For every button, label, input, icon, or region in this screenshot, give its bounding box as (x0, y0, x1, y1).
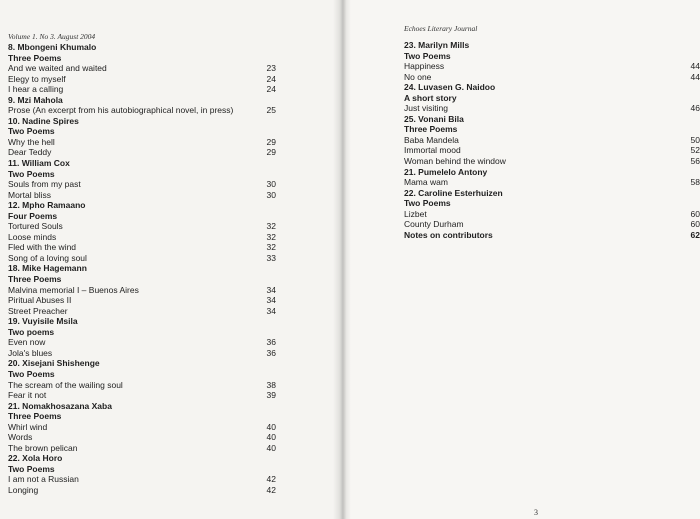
toc-item-row (404, 209, 700, 220)
toc-page-number: 25 (266, 105, 276, 116)
toc-author-row (404, 114, 700, 125)
toc-item-text: Lizbet (404, 208, 427, 219)
toc-author-row (8, 158, 276, 169)
toc-item-row (8, 84, 276, 95)
toc-item-text: Fled with the wind (8, 242, 77, 253)
toc-author-row (8, 358, 276, 369)
toc-item-text: Jola's blues (8, 347, 53, 358)
toc-item-text: No one (404, 71, 432, 82)
toc-page-number: 42 (266, 474, 276, 485)
toc-author-text: 24. Luvasen G. Naidoo (404, 82, 496, 93)
toc-author-text: 22. Xola Horo (8, 453, 63, 464)
toc-page-number: 52 (690, 145, 700, 156)
toc-item-row (8, 190, 276, 201)
toc-page-number: 32 (266, 231, 276, 242)
toc-author-row (404, 188, 700, 199)
toc-page-number: 40 (266, 442, 276, 453)
toc-section-row (8, 126, 276, 137)
toc-author-text: 18. Mike Hagemann (8, 263, 87, 274)
toc-section-row (8, 274, 276, 285)
toc-item-text: Mortal bliss (8, 189, 51, 200)
toc-item-row (8, 295, 276, 306)
toc-author-text: 10. Nadine Spires (8, 115, 79, 126)
toc-page-number: 23 (266, 63, 276, 74)
toc-page-number: 29 (266, 147, 276, 158)
toc-page-number: 33 (266, 252, 276, 263)
toc-page-number: 34 (266, 295, 276, 306)
toc-page-number: 38 (266, 379, 276, 390)
toc-item-text: Fear it not (8, 390, 47, 401)
toc-item-row (8, 443, 276, 454)
left-page (0, 0, 340, 519)
toc-section-text: Two Poems (404, 198, 451, 209)
toc-section-row (404, 124, 700, 135)
toc-section-text: Three Poems (404, 124, 458, 135)
toc-author-row (8, 263, 276, 274)
toc-author-text: 8. Mbongeni Khumalo (8, 42, 97, 52)
toc-author-row (8, 453, 276, 464)
toc-item-row (8, 253, 276, 264)
toc-item-text: Malvina memorial I – Buenos Aires (8, 284, 139, 295)
toc-author-row (404, 82, 700, 93)
toc-item-row (8, 474, 276, 485)
toc-item-text: County Durham (404, 219, 464, 230)
toc-author-row (8, 316, 276, 327)
toc-section-row (8, 211, 276, 222)
toc-item-row (8, 242, 276, 253)
page-number: 3 (534, 508, 538, 517)
toc-page-number: 36 (266, 347, 276, 358)
table-of-contents-right (404, 40, 700, 240)
toc-item-text: Elegy to myself (8, 73, 66, 84)
toc-author-row (8, 95, 276, 106)
toc-item-row (8, 147, 276, 158)
toc-section-text: Two Poems (8, 368, 55, 379)
toc-item-row (8, 306, 276, 317)
toc-section-row (404, 93, 700, 104)
toc-item-row (404, 177, 700, 188)
toc-item-row (404, 219, 700, 230)
toc-section-row (8, 53, 276, 64)
toc-author-text: 19. Vuyisile Msila (8, 316, 78, 327)
toc-item-text: Even now (8, 337, 46, 348)
toc-author-text: 22. Caroline Esterhuizen (404, 187, 503, 198)
toc-section-row (8, 411, 276, 422)
toc-page-number: 39 (266, 390, 276, 401)
toc-item-text: The scream of the wailing soul (8, 379, 123, 390)
toc-item-row (8, 485, 276, 496)
toc-author-text: 12. Mpho Ramaano (8, 200, 86, 211)
toc-item-text: Prose (An excerpt from his autobiographical novel, in press) (8, 105, 234, 116)
toc-item-text: The brown pelican (8, 442, 78, 453)
toc-item-text: Why the hell (8, 136, 55, 147)
toc-section-text: Three Poems (8, 52, 62, 63)
toc-page-number: 50 (690, 134, 700, 145)
toc-item-row (8, 232, 276, 243)
toc-page-number: 24 (266, 84, 276, 95)
toc-section-text: Two Poems (8, 126, 55, 137)
toc-section-text: Two Poems (404, 50, 451, 61)
toc-item-row (404, 72, 700, 83)
toc-section-text: Three Poems (8, 274, 62, 285)
toc-item-text: Whirl wind (8, 421, 48, 432)
toc-item-row (8, 105, 276, 116)
toc-page-number: 40 (266, 432, 276, 443)
toc-item-row (404, 156, 700, 167)
toc-author-text: 21. Pumelelo Antony (404, 166, 488, 177)
toc-author-row (404, 167, 700, 178)
toc-page-number: 60 (690, 219, 700, 230)
toc-page-number: 40 (266, 421, 276, 432)
toc-item-row (8, 179, 276, 190)
toc-item-text: Souls from my past (8, 179, 81, 190)
toc-notes-text: Notes on contributors (404, 229, 493, 240)
toc-item-text: I am not a Russian (8, 474, 79, 485)
toc-page-number: 42 (266, 484, 276, 495)
toc-item-row (8, 63, 276, 74)
toc-item-row (8, 390, 276, 401)
toc-author-text: 9. Mzi Mahola (8, 94, 63, 105)
toc-author-text: 23. Marilyn Mills (404, 40, 470, 50)
toc-item-row (8, 137, 276, 148)
toc-item-text: Mama wam (404, 177, 448, 188)
toc-author-text: 20. Xisejani Shishenge (8, 358, 100, 369)
toc-item-text: I hear a calling (8, 84, 64, 95)
toc-item-text: Just visiting (404, 103, 448, 114)
toc-item-text: Longing (8, 484, 39, 495)
book-gutter (333, 0, 351, 519)
toc-page-number: 24 (266, 73, 276, 84)
toc-section-row (8, 464, 276, 475)
toc-page-number: 34 (266, 305, 276, 316)
toc-item-row (404, 103, 700, 114)
toc-item-text: And we waited and waited (8, 63, 107, 74)
toc-page-number: 56 (690, 156, 700, 167)
toc-item-row (8, 337, 276, 348)
toc-item-row (8, 221, 276, 232)
toc-section-row (404, 51, 700, 62)
toc-item-row (8, 348, 276, 359)
toc-page-number: 34 (266, 284, 276, 295)
toc-page-number: 30 (266, 179, 276, 190)
toc-page-number: 36 (266, 337, 276, 348)
toc-author-row (8, 116, 276, 127)
toc-author-row (8, 200, 276, 211)
table-of-contents-left (8, 42, 276, 496)
toc-item-text: Song of a loving soul (8, 252, 87, 263)
running-head-volume: Volume 1. No 3. August 2004 (8, 32, 96, 41)
toc-item-text: Loose minds (8, 231, 57, 242)
toc-section-row (8, 169, 276, 180)
toc-page-number: 29 (266, 136, 276, 147)
toc-author-text: 11. William Cox (8, 158, 70, 169)
toc-page-number: 60 (690, 208, 700, 219)
toc-page-number: 44 (690, 61, 700, 72)
toc-section-text: Two Poems (8, 168, 55, 179)
running-head-journal: Echoes Literary Journal (404, 24, 478, 33)
toc-author-row (404, 40, 700, 51)
toc-author-text: 21. Nomakhosazana Xaba (8, 400, 112, 411)
toc-item-text: Street Preacher (8, 305, 68, 316)
toc-section-text: Three Poems (8, 411, 62, 422)
toc-section-row (404, 198, 700, 209)
toc-page-number: 46 (690, 103, 700, 114)
toc-item-text: Dear Teddy (8, 147, 52, 158)
toc-item-row (404, 135, 700, 146)
toc-item-text: Happiness (404, 61, 445, 72)
toc-item-row (8, 380, 276, 391)
toc-page-number: 32 (266, 242, 276, 253)
toc-page-number: 58 (690, 177, 700, 188)
toc-page-number: 44 (690, 71, 700, 82)
toc-item-row (8, 432, 276, 443)
toc-author-text: 25. Vonani Bila (404, 113, 464, 124)
toc-section-row (8, 327, 276, 338)
toc-item-text: Piritual Abuses II (8, 295, 72, 306)
toc-notes-row (404, 230, 700, 241)
toc-section-text: Two Poems (8, 463, 55, 474)
toc-item-row (404, 145, 700, 156)
toc-page-number: 62 (690, 229, 700, 240)
toc-page-number: 32 (266, 221, 276, 232)
toc-item-text: Woman behind the window (404, 156, 506, 167)
toc-item-text: Immortal mood (404, 145, 461, 156)
toc-section-text: Two poems (8, 326, 55, 337)
toc-item-text: Words (8, 432, 33, 443)
toc-item-row (8, 74, 276, 85)
toc-item-row (8, 285, 276, 296)
toc-item-text: Baba Mandela (404, 134, 459, 145)
toc-author-row (8, 401, 276, 412)
toc-item-row (8, 422, 276, 433)
toc-item-row (404, 61, 700, 72)
toc-section-row (8, 369, 276, 380)
toc-author-row (8, 42, 276, 53)
toc-section-text: Four Poems (8, 210, 58, 221)
toc-page-number: 30 (266, 189, 276, 200)
toc-item-text: Tortured Souls (8, 221, 63, 232)
right-page (340, 0, 700, 519)
toc-section-text: A short story (404, 92, 457, 103)
